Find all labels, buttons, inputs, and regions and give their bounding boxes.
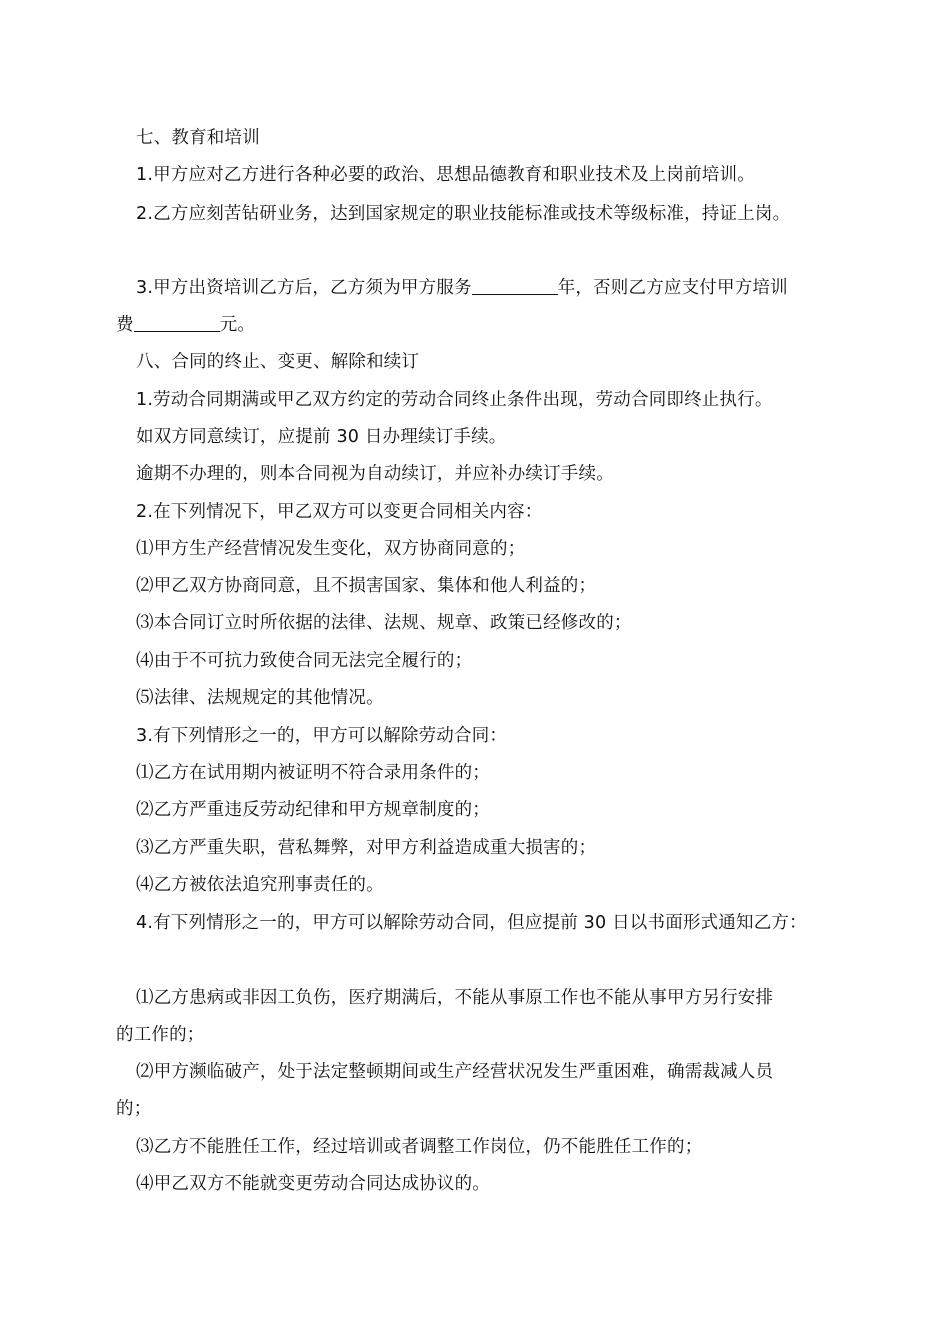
paragraph-line	[116, 313, 255, 337]
paragraph-line: 2.在下列情况下，甲乙双方可以变更合同相关内容：	[136, 502, 543, 522]
section-heading-termination: 八、合同的终止、变更、解除和续订	[136, 352, 420, 372]
paragraph-line: 4.有下列情形之一的，甲方可以解除劳动合同，但应提前 30 日以书面形式通知乙方：	[136, 913, 807, 933]
paragraph-line: 1.甲方应对乙方进行各种必要的政治、思想品德教育和职业技术及上岗前培训。	[136, 165, 755, 185]
list-item: ⑴乙方在试用期内被证明不符合录用条件的；	[136, 763, 490, 783]
section-heading-education: 七、教育和培训	[136, 128, 260, 148]
paragraph-line: 3.有下列情形之一的，甲方可以解除劳动合同：	[136, 726, 508, 746]
paragraph-text: 3.甲方出资培训乙方后，乙方须为甲方服务	[136, 278, 472, 298]
fill-in-blank-fee[interactable]	[134, 313, 220, 332]
fill-in-blank-years[interactable]	[472, 276, 558, 295]
list-item-continuation: 的工作的；	[116, 1025, 205, 1045]
list-item: ⑷甲乙双方不能就变更劳动合同达成协议的。	[136, 1174, 490, 1194]
paragraph-line	[136, 276, 788, 300]
paragraph-text: 年，否则乙方应支付甲方培训	[557, 278, 788, 298]
list-item: ⑸法律、法规规定的其他情况。	[136, 688, 384, 708]
paragraph-text: 元。	[219, 315, 256, 335]
list-item: ⑵乙方严重违反劳动纪律和甲方规章制度的；	[136, 800, 490, 820]
list-item: ⑶乙方严重失职，营私舞弊，对甲方利益造成重大损害的；	[136, 838, 597, 858]
list-item: ⑴乙方患病或非因工负伤，医疗期满后，不能从事原工作也不能从事甲方另行安排	[136, 988, 774, 1008]
paragraph-text: 费	[116, 315, 134, 335]
list-item: ⑷乙方被依法追究刑事责任的。	[136, 875, 384, 895]
list-item: ⑴甲方生产经营情况发生变化，双方协商同意的；	[136, 539, 526, 559]
paragraph-line: 逾期不办理的，则本合同视为自动续订，并应补办续订手续。	[136, 464, 614, 484]
paragraph-line: 2.乙方应刻苦钻研业务，达到国家规定的职业技能标准或技术等级标准，持证上岗。	[136, 204, 791, 224]
list-item: ⑷由于不可抗力致使合同无法完全履行的；	[136, 651, 473, 671]
list-item-continuation: 的；	[116, 1099, 152, 1119]
list-item: ⑵甲乙双方协商同意，且不损害国家、集体和他人利益的；	[136, 576, 597, 596]
paragraph-line: 1.劳动合同期满或甲乙双方约定的劳动合同终止条件出现，劳动合同即终止执行。	[136, 390, 773, 410]
list-item: ⑶本合同订立时所依据的法律、法规、规章、政策已经修改的；	[136, 613, 632, 633]
list-item: ⑵甲方濒临破产，处于法定整顿期间或生产经营状况发生严重困难，确需裁减人员	[136, 1062, 774, 1082]
list-item: ⑶乙方不能胜任工作，经过培训或者调整工作岗位，仍不能胜任工作的；	[136, 1137, 703, 1157]
paragraph-line: 如双方同意续订，应提前 30 日办理续订手续。	[136, 427, 507, 447]
